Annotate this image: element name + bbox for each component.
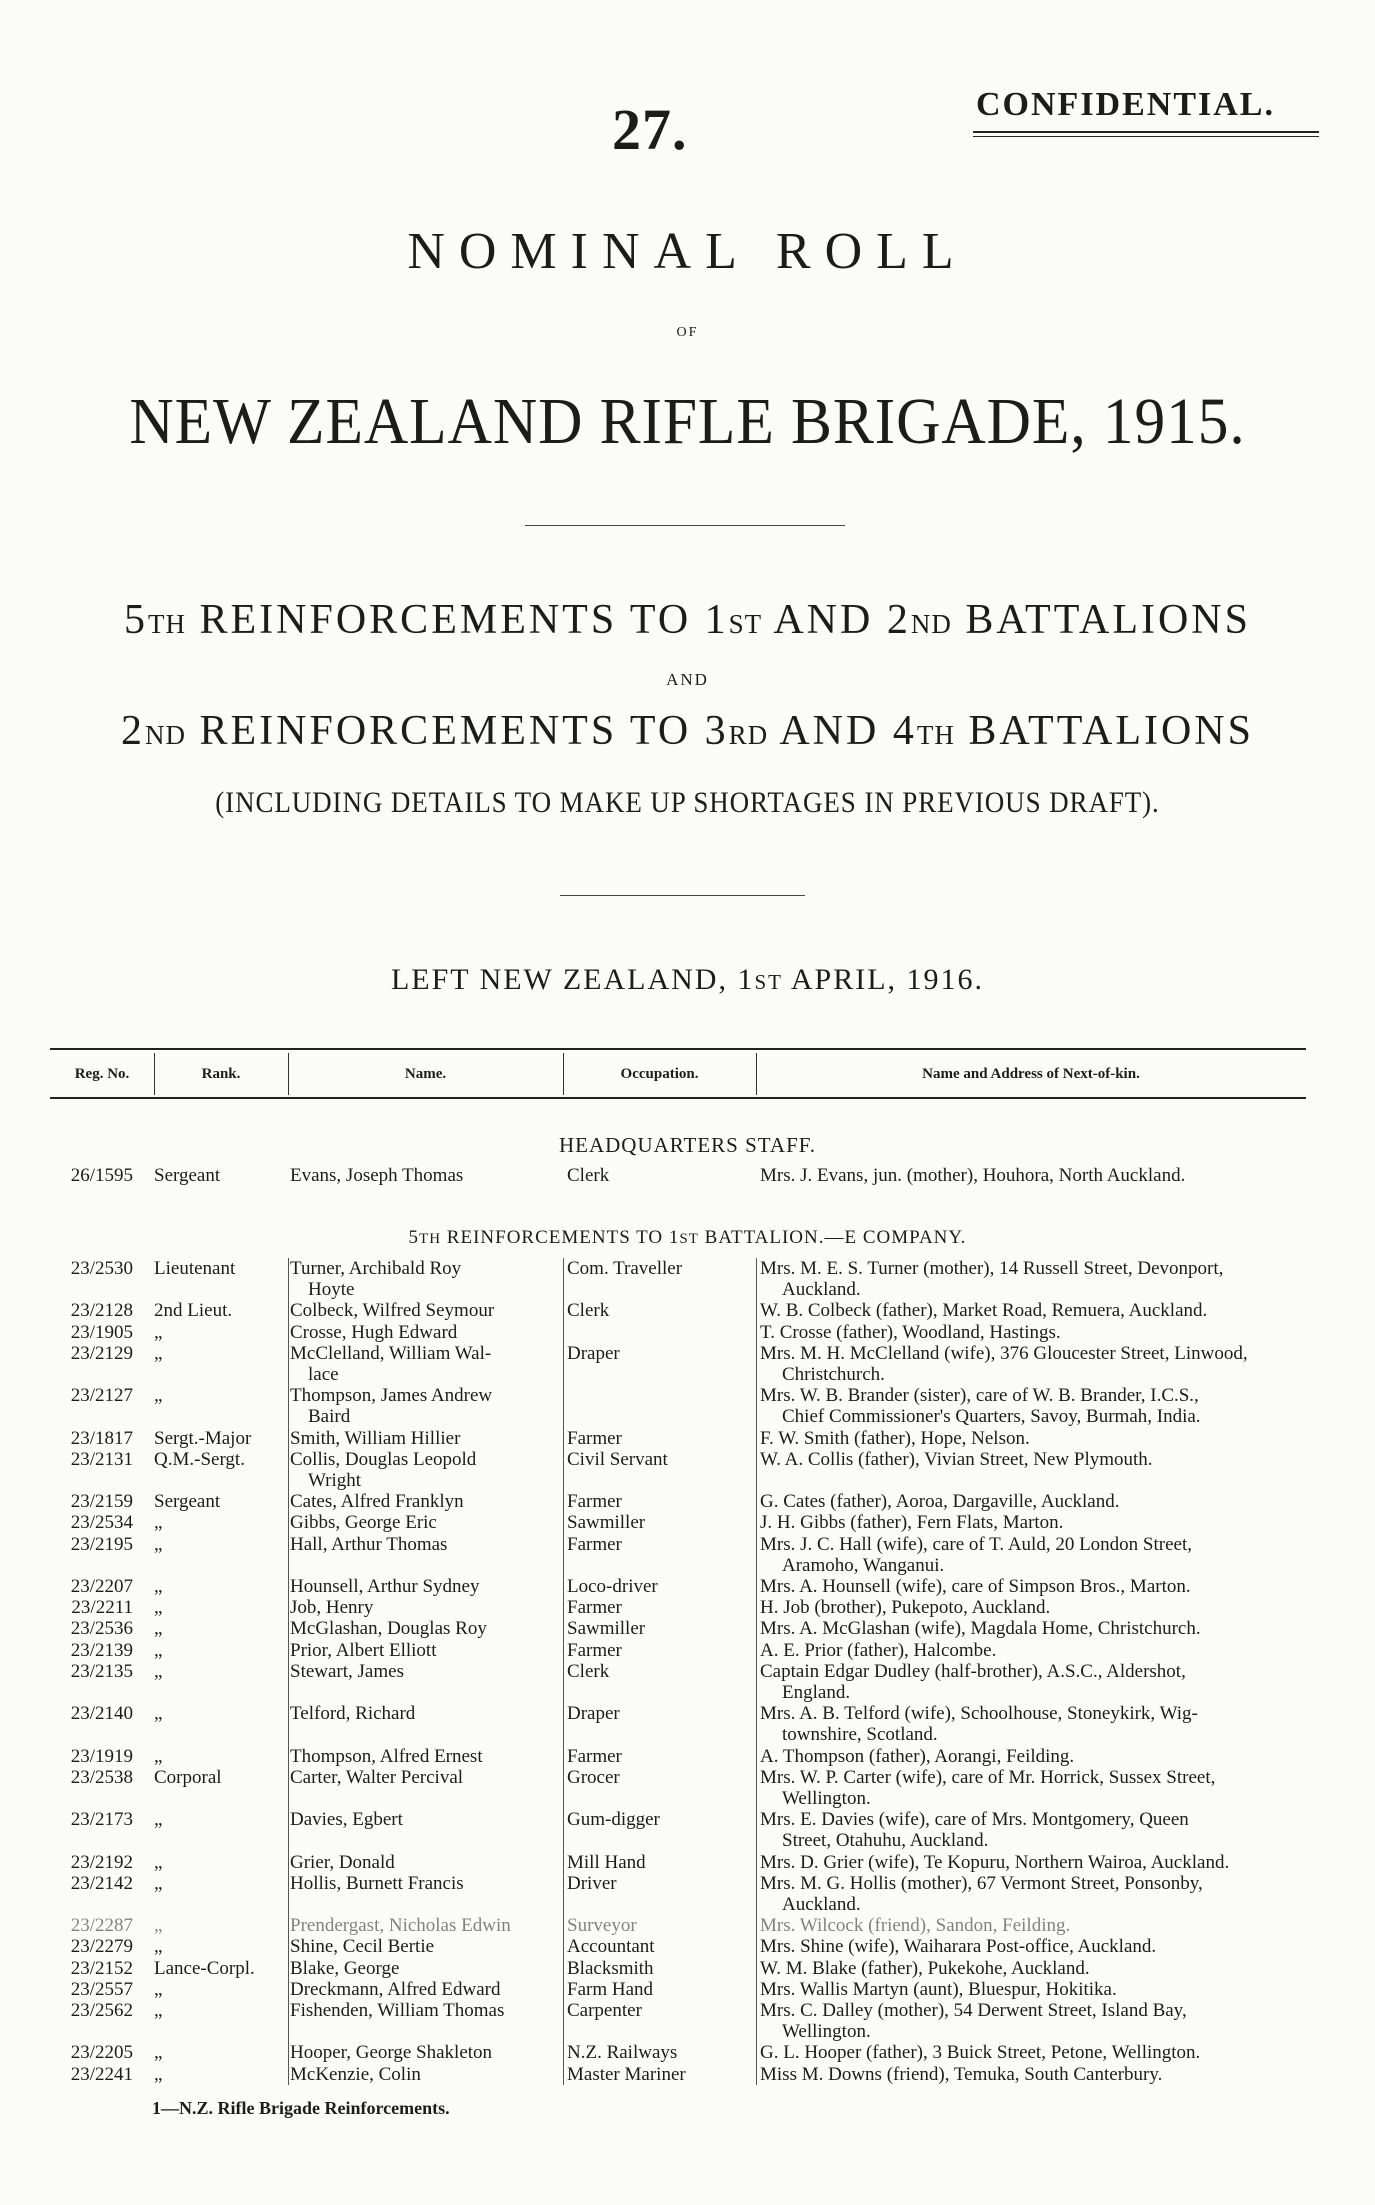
rank: „ <box>154 1639 163 1661</box>
reg-no: 23/1919 <box>70 1745 133 1767</box>
next-of-kin: J. H. Gibbs (father), Fern Flats, Marton. <box>760 1512 1064 1534</box>
soldier-name: Dreckmann, Alfred Edward <box>290 1978 501 2000</box>
soldier-name: Job, Henry <box>290 1597 374 1619</box>
soldier-name: Colbeck, Wilfred Seymour <box>290 1300 495 1322</box>
soldier-name: Hounsell, Arthur Sydney <box>290 1576 480 1597</box>
soldier-name: Collis, Douglas Leopold <box>290 1448 477 1470</box>
soldier-name: Davies, Egbert <box>290 1809 403 1831</box>
confidential-underline-thin <box>973 136 1319 137</box>
next-of-kin: Mrs. Wallis Martyn (aunt), Bluespur, Hokitika. <box>760 1978 1117 2000</box>
reg-no: 23/2557 <box>70 1978 133 2000</box>
soldier-name: Cates, Alfred Franklyn <box>290 1491 464 1513</box>
next-of-kin-cont: Auckland. <box>782 1894 861 1915</box>
soldier-name: Shine, Cecil Bertie <box>290 1936 435 1958</box>
occupation: Farmer <box>567 1491 622 1513</box>
confidential-label: CONFIDENTIAL. <box>976 86 1275 123</box>
next-of-kin-cont: Street, Otahuhu, Auckland. <box>782 1830 989 1852</box>
next-of-kin: T. Crosse (father), Woodland, Hastings. <box>760 1321 1061 1343</box>
occupation: Com. Traveller <box>567 1258 683 1279</box>
rank: 2nd Lieut. <box>154 1300 233 1322</box>
rank: „ <box>154 1512 163 1534</box>
divider-rule-2 <box>560 895 805 896</box>
reg-no: 23/1817 <box>70 1427 133 1449</box>
next-of-kin: G. Cates (father), Aoroa, Dargaville, Auckland. <box>760 1491 1120 1513</box>
reg-no: 26/1595 <box>70 1165 133 1186</box>
next-of-kin: Mrs. M. E. S. Turner (mother), 14 Russell Street, Devonport, <box>760 1258 1224 1279</box>
reg-no: 23/2241 <box>70 2063 133 2085</box>
soldier-name: Grier, Donald <box>290 1851 395 1873</box>
rank: „ <box>154 1978 163 2000</box>
soldier-name-cont: Hoyte <box>308 1279 355 1301</box>
header-occupation: Occupation. <box>620 1066 699 1082</box>
rank: Lance-Corpl. <box>154 1957 255 1979</box>
soldier-name-cont: Baird <box>308 1406 351 1428</box>
soldier-name-cont: lace <box>308 1364 339 1385</box>
section-e-company: 5TH REINFORCEMENTS TO 1ST BATTALION.—E COMPANY. <box>408 1227 967 1248</box>
rank: „ <box>154 2063 163 2085</box>
next-of-kin: Captain Edgar Dudley (half-brother), A.S.C., Aldershot, <box>760 1660 1186 1682</box>
title-of: OF <box>676 325 699 340</box>
occupation: Master Mariner <box>567 2063 686 2085</box>
rank: „ <box>154 2000 163 2021</box>
table-header-top-rule <box>50 1048 1306 1050</box>
next-of-kin: A. E. Prior (father), Halcombe. <box>760 1639 997 1661</box>
reg-no: 23/2128 <box>70 1300 133 1322</box>
reg-no: 23/2538 <box>70 1766 133 1788</box>
next-of-kin: Miss M. Downs (friend), Temuka, South Canterbury. <box>760 2063 1163 2085</box>
rank: „ <box>154 1597 163 1619</box>
soldier-name-cont: Wright <box>308 1470 362 1491</box>
including-details-note: (INCLUDING DETAILS TO MAKE UP SHORTAGES IN PREVIOUS DRAFT). <box>215 786 1160 819</box>
occupation: Clerk <box>567 1165 610 1186</box>
next-of-kin: Mrs. Wilcock (friend), Sandon, Feilding. <box>760 1915 1071 1937</box>
next-of-kin: Mrs. M. H. McClelland (wife), 376 Gloucester Street, Linwood, <box>760 1342 1248 1364</box>
soldier-name: Gibbs, George Eric <box>290 1512 437 1534</box>
rank: Q.M.-Sergt. <box>154 1448 245 1470</box>
soldier-name: Hooper, George Shakleton <box>290 2042 493 2064</box>
next-of-kin: Mrs. J. C. Hall (wife), care of T. Auld, 20 London Street, <box>760 1533 1192 1555</box>
soldier-name: Evans, Joseph Thomas <box>290 1165 464 1186</box>
occupation: Mill Hand <box>567 1851 646 1873</box>
reg-no: 23/2205 <box>70 2042 133 2064</box>
rank: Lieutenant <box>154 1258 236 1279</box>
next-of-kin: G. L. Hooper (father), 3 Buick Street, Petone, Wellington. <box>760 2042 1201 2064</box>
next-of-kin-cont: Aramoho, Wanganui. <box>782 1554 945 1576</box>
occupation: Civil Servant <box>567 1448 668 1470</box>
rank: „ <box>154 1321 163 1343</box>
rank: „ <box>154 1851 163 1873</box>
rank: „ <box>154 1809 163 1831</box>
reinforcements-line-2: 2ND REINFORCEMENTS TO 3RD AND 4TH BATTALIONS <box>120 708 1254 754</box>
soldier-name: McGlashan, Douglas Roy <box>290 1618 487 1640</box>
next-of-kin: Mrs. D. Grier (wife), Te Kopuru, Northern Wairoa, Auckland. <box>760 1851 1230 1873</box>
reg-no: 23/2534 <box>70 1512 133 1534</box>
reg-no: 23/2127 <box>70 1385 133 1407</box>
rank: Sergt.-Major <box>154 1427 252 1449</box>
soldier-name: McClelland, William Wal- <box>290 1342 492 1364</box>
occupation: Driver <box>567 1872 617 1894</box>
column-rule <box>563 1258 564 2085</box>
occupation: Blacksmith <box>567 1957 654 1979</box>
next-of-kin: W. M. Blake (father), Pukekohe, Auckland. <box>760 1957 1090 1979</box>
next-of-kin-cont: Wellington. <box>782 2021 871 2043</box>
rank: „ <box>154 1576 163 1597</box>
title-brigade: NEW ZEALAND RIFLE BRIGADE, 1915. <box>129 385 1246 458</box>
reg-no: 23/2142 <box>70 1872 133 1894</box>
section-headquarters-staff: HEADQUARTERS STAFF. <box>558 1133 817 1157</box>
rank: „ <box>154 1915 163 1937</box>
soldier-name: Hall, Arthur Thomas <box>290 1533 448 1555</box>
occupation: Clerk <box>567 1300 610 1322</box>
next-of-kin: Mrs. W. P. Carter (wife), care of Mr. Horrick, Sussex Street, <box>760 1766 1216 1788</box>
soldier-name: McKenzie, Colin <box>290 2063 421 2085</box>
occupation: Farmer <box>567 1745 622 1767</box>
header-name: Name. <box>404 1066 447 1082</box>
rank: Sergeant <box>154 1165 221 1186</box>
rank: „ <box>154 1342 163 1364</box>
soldier-name: Stewart, James <box>290 1660 404 1682</box>
rank: „ <box>154 1385 163 1407</box>
reg-no: 23/2192 <box>70 1851 133 1873</box>
occupation: Surveyor <box>567 1915 637 1937</box>
reg-no: 23/2279 <box>70 1936 133 1958</box>
reg-no: 23/2287 <box>70 1915 133 1937</box>
next-of-kin-cont: Auckland. <box>782 1279 861 1301</box>
rank: „ <box>154 1618 163 1640</box>
occupation: Farmer <box>567 1427 622 1449</box>
soldier-name: Turner, Archibald Roy <box>290 1258 462 1279</box>
reg-no: 23/2536 <box>70 1618 133 1640</box>
soldier-name: Thompson, Alfred Ernest <box>290 1745 483 1767</box>
next-of-kin: Mrs. A. Hounsell (wife), care of Simpson Bros., Marton. <box>760 1576 1191 1597</box>
next-of-kin: H. Job (brother), Pukepoto, Auckland. <box>760 1597 1051 1619</box>
next-of-kin: Mrs. C. Dalley (mother), 54 Derwent Street, Island Bay, <box>760 2000 1187 2021</box>
reinforcements-line-1: 5TH REINFORCEMENTS TO 1ST AND 2ND BATTALIONS <box>123 597 1251 643</box>
occupation: Farmer <box>567 1597 622 1619</box>
rank: „ <box>154 2042 163 2064</box>
next-of-kin: A. Thompson (father), Aorangi, Feilding. <box>760 1745 1075 1767</box>
reg-no: 23/2211 <box>71 1597 133 1619</box>
soldier-name: Carter, Walter Percival <box>290 1766 464 1788</box>
next-of-kin: F. W. Smith (father), Hope, Nelson. <box>760 1427 1030 1449</box>
reg-no: 23/2129 <box>70 1342 133 1364</box>
table-header-bottom-rule <box>50 1097 1306 1099</box>
next-of-kin-cont: townshire, Scotland. <box>782 1724 938 1746</box>
occupation: N.Z. Railways <box>567 2042 678 2064</box>
next-of-kin: Mrs. E. Davies (wife), care of Mrs. Montgomery, Queen <box>760 1809 1189 1831</box>
reg-no: 23/2207 <box>70 1576 133 1597</box>
next-of-kin: Mrs. M. G. Hollis (mother), 67 Vermont Street, Ponsonby, <box>760 1872 1203 1894</box>
rank: Corporal <box>154 1766 222 1788</box>
rank: „ <box>154 1533 163 1555</box>
rank: „ <box>154 1936 163 1958</box>
next-of-kin: Mrs. A. McGlashan (wife), Magdala Home, Christchurch. <box>760 1618 1201 1640</box>
soldier-name: Prendergast, Nicholas Edwin <box>290 1915 511 1937</box>
reg-no: 23/2195 <box>70 1533 133 1555</box>
divider-rule <box>525 525 845 526</box>
header-next-of-kin: Name and Address of Next-of-kin. <box>922 1066 1140 1082</box>
confidential-underline <box>973 131 1319 133</box>
rank: „ <box>154 1703 163 1725</box>
occupation: Clerk <box>567 1660 610 1682</box>
soldier-name: Smith, William Hillier <box>290 1427 461 1449</box>
next-of-kin: W. B. Colbeck (father), Market Road, Remuera, Auckland. <box>760 1300 1208 1322</box>
soldier-name: Crosse, Hugh Edward <box>290 1321 458 1343</box>
column-rule <box>756 1258 757 2085</box>
next-of-kin: Mrs. J. Evans, jun. (mother), Houhora, North Auckland. <box>760 1165 1186 1186</box>
reg-no: 23/2139 <box>70 1639 133 1661</box>
next-of-kin: Mrs. W. B. Brander (sister), care of W. B. Brander, I.C.S., <box>760 1385 1199 1407</box>
reg-no: 23/2135 <box>70 1660 133 1682</box>
reg-no: 23/2140 <box>70 1703 133 1725</box>
next-of-kin: Mrs. A. B. Telford (wife), Schoolhouse, Stoneykirk, Wig- <box>760 1703 1198 1725</box>
rank: „ <box>154 1872 163 1894</box>
reg-no: 23/1905 <box>70 1321 133 1343</box>
occupation: Loco-driver <box>567 1576 658 1597</box>
reg-no: 23/2131 <box>70 1448 133 1470</box>
rank: „ <box>154 1660 163 1682</box>
header-reg-no: Reg. No. <box>74 1066 130 1082</box>
departure-date: LEFT NEW ZEALAND, 1ST APRIL, 1916. <box>390 963 985 996</box>
occupation: Grocer <box>567 1766 620 1788</box>
soldier-name: Blake, George <box>290 1957 400 1979</box>
reinforcements-and: AND <box>666 670 709 689</box>
footer-note: 1—N.Z. Rifle Brigade Reinforcements. <box>152 2098 450 2118</box>
occupation: Farmer <box>567 1533 622 1555</box>
next-of-kin-cont: England. <box>782 1682 851 1703</box>
header-rank: Rank. <box>201 1066 241 1082</box>
reg-no: 23/2562 <box>70 2000 133 2021</box>
rank: Sergeant <box>154 1491 221 1513</box>
soldier-name: Hollis, Burnett Francis <box>290 1872 464 1894</box>
occupation: Carpenter <box>567 2000 642 2021</box>
reg-no: 23/2159 <box>70 1491 133 1513</box>
next-of-kin: Mrs. Shine (wife), Waiharara Post-office, Auckland. <box>760 1936 1157 1958</box>
occupation: Gum-digger <box>567 1809 660 1831</box>
reg-no: 23/2152 <box>70 1957 133 1979</box>
soldier-name: Fishenden, William Thomas <box>290 2000 505 2021</box>
occupation: Draper <box>567 1703 620 1725</box>
next-of-kin-cont: Wellington. <box>782 1788 871 1809</box>
next-of-kin: W. A. Collis (father), Vivian Street, New Plymouth. <box>760 1448 1153 1470</box>
occupation: Accountant <box>567 1936 655 1958</box>
next-of-kin-cont: Christchurch. <box>782 1364 885 1385</box>
soldier-name: Telford, Richard <box>290 1703 416 1725</box>
reg-no: 23/2173 <box>70 1809 133 1831</box>
reg-no: 23/2530 <box>70 1258 133 1279</box>
page-number: 27. <box>612 97 688 162</box>
column-rule <box>288 1258 289 2085</box>
rank: „ <box>154 1745 163 1767</box>
next-of-kin-cont: Chief Commissioner's Quarters, Savoy, Burmah, India. <box>782 1406 1201 1428</box>
occupation: Farm Hand <box>567 1978 654 2000</box>
soldier-name: Thompson, James Andrew <box>290 1385 493 1407</box>
occupation: Sawmiller <box>567 1512 646 1534</box>
occupation: Draper <box>567 1342 620 1364</box>
soldier-name: Prior, Albert Elliott <box>290 1639 437 1661</box>
title-nominal-roll: NOMINAL ROLL <box>407 223 968 280</box>
occupation: Farmer <box>567 1639 622 1661</box>
occupation: Sawmiller <box>567 1618 646 1640</box>
